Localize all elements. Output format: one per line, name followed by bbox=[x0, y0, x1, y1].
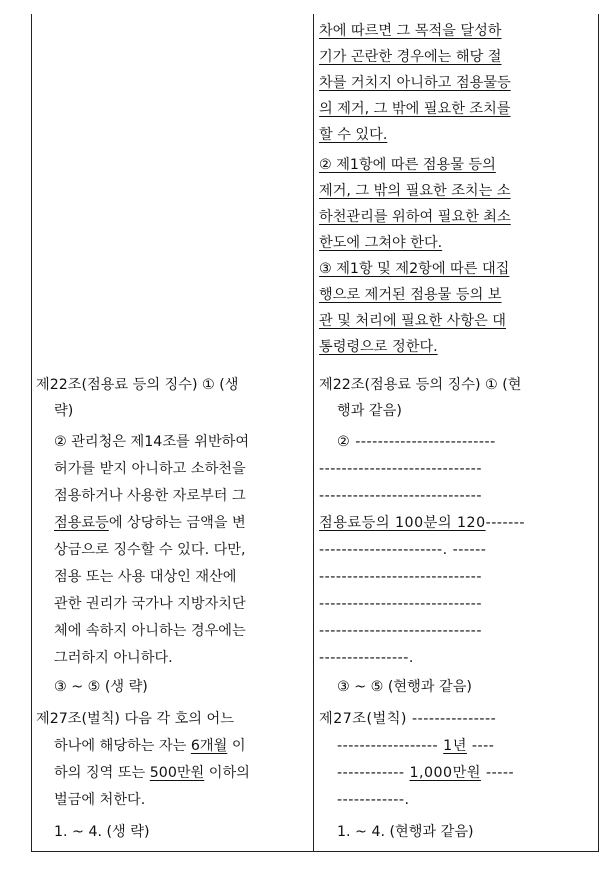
art22-right-p3: ③ ~ ⑤ (현행과 같음) bbox=[337, 679, 472, 695]
art22-right-p2-line: 점용료등의 100분의 120------- bbox=[319, 515, 525, 531]
art22-right-p2-line: ----------------------. ------ bbox=[319, 542, 487, 558]
right-top-line: 차를 거치지 아니하고 점용물등 bbox=[319, 75, 511, 91]
art22-right-p2-line: ----------------. bbox=[319, 650, 414, 666]
right-top-line: 하천관리를 위하여 필요한 최소 bbox=[319, 209, 511, 225]
art22-left-p2-line: 점용료등에 상당하는 금액을 변 bbox=[54, 515, 246, 531]
art22-right-p2-line: ② ------------------------- bbox=[337, 434, 496, 450]
underlined-term: 6개월 bbox=[190, 738, 228, 754]
art22-right-p2-line: ----------------------------- bbox=[319, 461, 482, 477]
right-top-line: 행으로 제거된 점용물 등의 보 bbox=[319, 287, 502, 303]
art27-left-line: 하의 징역 또는 500만원 이하의 bbox=[54, 765, 250, 781]
art27-right-line: ------------ 1,000만원 ----- bbox=[337, 765, 515, 781]
underlined-amendment: 1,000만원 bbox=[409, 765, 481, 781]
art22-left-p2-line: 점용하거나 사용한 자로부터 그 bbox=[54, 488, 246, 504]
comparison-table bbox=[31, 14, 599, 852]
art22-right-title: 제22조(점용료 등의 징수) ① (현 bbox=[319, 377, 522, 393]
art22-left-p3: ③ ~ ⑤ (생 략) bbox=[54, 679, 148, 695]
art22-left-p2-line: ② 관리청은 제14조를 위반하여 bbox=[54, 434, 250, 450]
right-top-line: 의 제거, 그 밖에 필요한 조치를 bbox=[319, 101, 511, 117]
art22-right-p2-line: ----------------------------- bbox=[319, 488, 482, 504]
art22-right-p2-line: ----------------------------- bbox=[319, 623, 482, 639]
right-top-line: 제거, 그 밖의 필요한 조치는 소 bbox=[319, 183, 511, 199]
art22-left-p2-line: 관한 권리가 국가나 지방자치단 bbox=[54, 596, 246, 612]
right-top-line: 할 수 있다. bbox=[319, 127, 388, 143]
right-top-line: 한도에 그쳐야 한다. bbox=[319, 235, 443, 251]
art22-left-title: 략) bbox=[54, 403, 74, 419]
art27-right-line: ------------. bbox=[337, 792, 410, 808]
art22-right-p2-line: ----------------------------- bbox=[319, 569, 482, 585]
art27-right-items: 1. ~ 4. (현행과 같음) bbox=[337, 824, 474, 840]
art22-left-p2-line: 허가를 받지 아니하고 소하천을 bbox=[54, 461, 246, 477]
art27-right-line: ------------------ 1년 ---- bbox=[337, 738, 495, 754]
art27-left-line: 벌금에 처한다. bbox=[54, 792, 146, 808]
right-top-line: ③ 제1항 및 제2항에 따른 대집 bbox=[319, 261, 510, 277]
art22-left-title: 제22조(점용료 등의 징수) ① (생 bbox=[36, 377, 239, 393]
underlined-amendment: 점용료등의 100분의 120 bbox=[319, 515, 486, 531]
art27-left-line: 제27조(벌칙) 다음 각 호의 어느 bbox=[36, 711, 234, 727]
right-top-line: ② 제1항에 따른 점용물 등의 bbox=[319, 157, 496, 173]
art27-left-line: 하나에 해당하는 자는 6개월 이 bbox=[54, 738, 246, 754]
right-top-line: 차에 따르면 그 목적을 달성하 bbox=[319, 23, 502, 39]
right-top-line: 통령령으로 정한다. bbox=[319, 339, 438, 355]
art22-left-p2-line: 그러하지 아니하다. bbox=[54, 650, 173, 666]
art27-left-items: 1. ~ 4. (생 략) bbox=[54, 824, 150, 840]
column-divider bbox=[313, 14, 314, 851]
right-top-line: 관 및 처리에 필요한 사항은 대 bbox=[319, 313, 507, 329]
art22-left-p2-line: 상금으로 징수할 수 있다. 다만, bbox=[54, 542, 246, 558]
right-top-line: 기가 곤란한 경우에는 해당 절 bbox=[319, 49, 502, 65]
underlined-term: 500만원 bbox=[149, 765, 205, 781]
art22-right-p2-line: ----------------------------- bbox=[319, 596, 482, 612]
art22-left-p2-line: 체에 속하지 아니하는 경우에는 bbox=[54, 623, 246, 639]
underlined-term: 점용료등 bbox=[54, 515, 109, 531]
underlined-amendment: 1년 bbox=[443, 738, 467, 754]
art22-left-p2-line: 점용 또는 사용 대상인 재산에 bbox=[54, 569, 237, 585]
art27-right-line: 제27조(벌칙) --------------- bbox=[319, 711, 497, 727]
art22-right-title: 행과 같음) bbox=[337, 403, 402, 419]
